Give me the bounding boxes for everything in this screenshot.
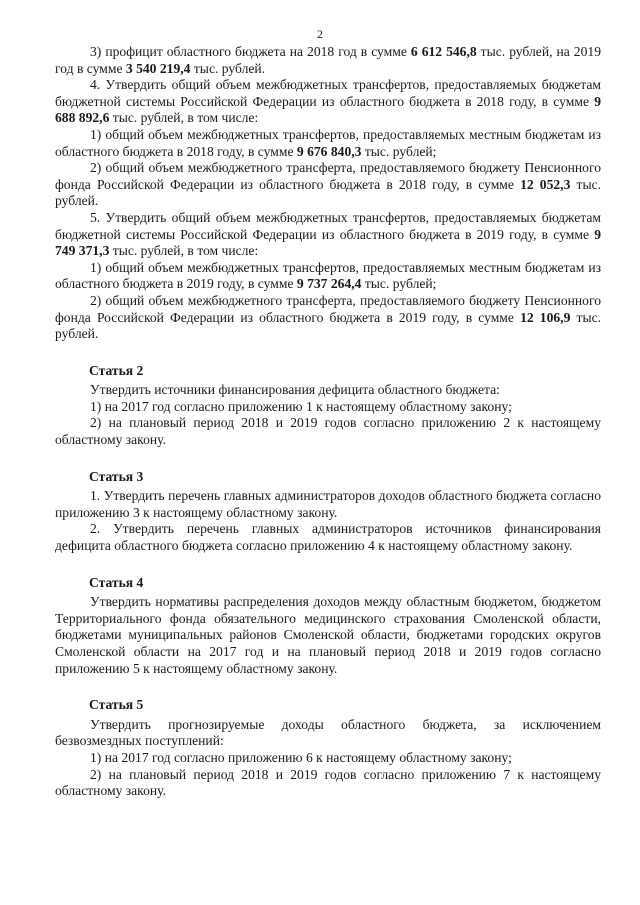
- intro-paragraph: 2) общий объем межбюджетного трансферта, предоставляемого бюджету Пенсионного фонда Российской Федерации из областного бюджета в 2019 году, в сумме 12 106,9 тыс. рублей.: [55, 292, 602, 342]
- intro-paragraph: 2) общий объем межбюджетного трансферта, предоставляемого бюджету Пенсионного фонда Российской Федерации из областного бюджета в 2018 году, в сумме 12 052,3 тыс. рублей.: [55, 160, 602, 209]
- article-5-paragraph: 2) на плановый период 2018 и 2019 годов согласно приложению 7 к настоящему областному закону.: [55, 766, 601, 799]
- article-4-paragraph: Утвердить нормативы распределения доходов между областным бюджетом, бюджетом Территориального фонда обязательного медицинского страхования Смоленской области, бюджетами муниципальных районов Смоленской области, бюджетами городских округов Смоленской области на 2017 год и на плановый период 2018 и 2019 годов согласно приложению 5 к настоящему областному закону.: [55, 594, 601, 676]
- intro-paragraph: 1) общий объем межбюджетных трансфертов, предоставляемых местным бюджетам из областного бюджета в 2019 году, в сумме 9 737 264,4 тыс. рублей;: [55, 259, 601, 292]
- article-2-paragraph: 1) на 2017 год согласно приложению 1 к настоящему областному закону;: [90, 398, 512, 414]
- article-5-title: Статья 5: [89, 697, 144, 713]
- article-2-title: Статья 2: [89, 362, 144, 378]
- article-3-paragraph: 2. Утвердить перечень главных администраторов источников финансирования дефицита областного бюджета согласно приложению 4 к настоящему областному закону.: [55, 521, 601, 554]
- intro-paragraph: 4. Утвердить общий объем межбюджетных трансфертов, предоставляемых бюджетам бюджетной системы Российской Федерации из областного бюджета в 2018 году, в сумме 9 688 892,6 тыс. рублей, в том числе:: [55, 77, 601, 126]
- page-number: 2: [317, 27, 323, 41]
- document-body: [55, 44, 601, 800]
- article-3-title: Статья 3: [89, 468, 144, 484]
- article-2-paragraph: Утвердить источники финансирования дефицита областного бюджета:: [90, 382, 500, 398]
- article-5-paragraph: 1) на 2017 год согласно приложению 6 к настоящему областному закону;: [90, 749, 512, 765]
- article-4-title: Статья 4: [89, 574, 144, 590]
- intro-paragraph: 3) профицит областного бюджета на 2018 год в сумме 6 612 546,8 тыс. рублей, на 2019 год в сумме 3 540 219,4 тыс. рублей.: [55, 44, 601, 76]
- article-5-paragraph: Утвердить прогнозируемые доходы областного бюджета, за исключением безвозмездных поступлений:: [55, 716, 601, 749]
- intro-paragraph: 5. Утвердить общий объем межбюджетных трансфертов, предоставляемых бюджетам бюджетной системы Российской Федерации из областного бюджета в 2019 году, в сумме 9 749 371,3 тыс. рублей, в том числе:: [55, 209, 601, 259]
- article-3-paragraph: 1. Утвердить перечень главных администраторов доходов областного бюджета согласно приложению 3 к настоящему областному закону.: [55, 488, 601, 520]
- intro-paragraph: 1) общий объем межбюджетных трансфертов, предоставляемых местным бюджетам из областного бюджета в 2018 году, в сумме 9 676 840,3 тыс. рублей;: [55, 126, 601, 159]
- article-2-paragraph: 2) на плановый период 2018 и 2019 годов согласно приложению 2 к настоящему областному закону.: [55, 415, 601, 448]
